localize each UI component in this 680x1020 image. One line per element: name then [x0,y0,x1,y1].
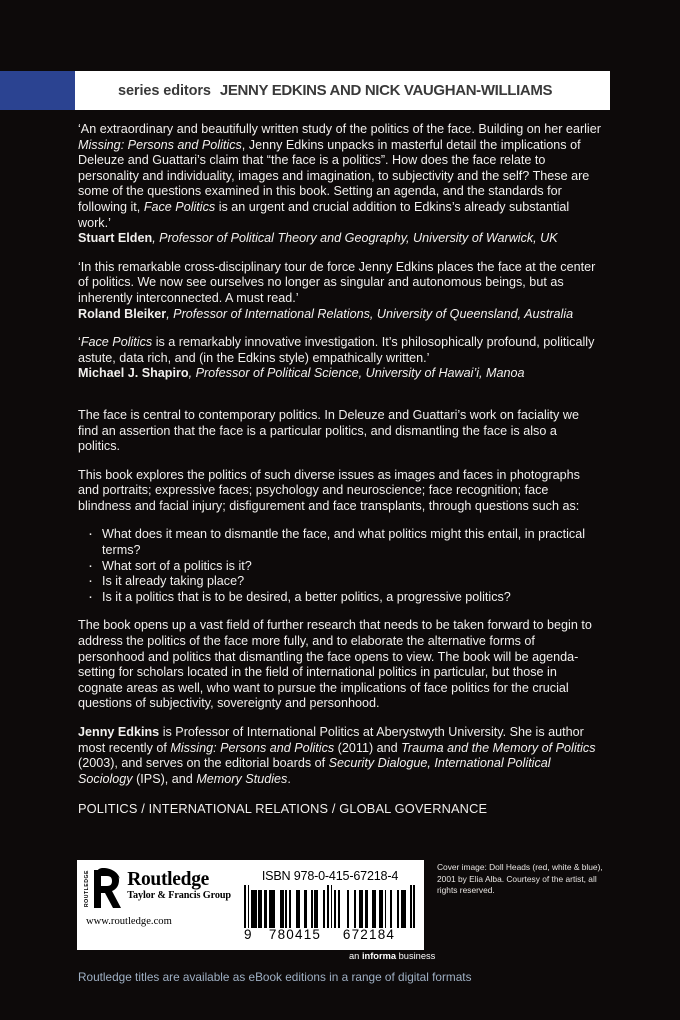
description-paragraph-3: The book opens up a vast field of further research that needs to be taken forward to begin to address the politics of the face more fully, and to elaborate the alternative forms of personhood and politics that dismantling the face opens to view. The book will be agenda-setting for scholars located in the field of international politics in particular, but those in cognate areas as well, who want to pursue the implications of face politics for the crucial questions of subjectivity, sovereignty and personhood. [78,618,592,711]
endorsement-3-attribution [78,366,601,382]
endorsement-2-reviewer: Roland Bleiker [78,306,167,321]
endorsement-3-quote [78,335,601,366]
endorsement-1-affiliation: , Professor of Political Theory and Geography, University of Warwick, UK [152,231,558,246]
author-bio-text-5: . [287,771,291,786]
barcode-bars [244,885,416,928]
author-bio-text-1: is Professor of International Politics at Aberystwyth University. She is author most recently of [78,725,584,755]
author-bio-title-1: Missing: Persons and Politics [170,740,335,755]
informa-suffix: business [396,951,436,961]
routledge-r-icon [91,868,121,910]
endorsement-3-quote-lead: ‘ [78,335,81,350]
endorsement-3-affiliation: , Professor of Political Science, University of Hawai’i, Manoa [188,366,525,381]
author-bio-text-4: (IPS), and [132,771,197,786]
subject-categories: POLITICS / INTERNATIONAL RELATIONS / GLOBAL GOVERNANCE [78,801,488,817]
isbn-barcode [244,869,424,942]
endorsement-1-title-2: Face Politics [143,199,216,214]
author-name: Jenny Edkins [78,725,160,739]
series-editors-band [0,71,610,110]
author-bio-title-3: Security Dialogue, International Political Sociology [78,756,551,786]
isbn-label: ISBN 978-0-415-67218-4 [261,868,399,883]
publisher-barcode-box [77,860,424,950]
ebook-availability-note: Routledge titles are available as eBook editions in a range of digital formats [78,970,472,984]
endorsement-1-title-1: Missing: Persons and Politics [78,137,242,152]
routledge-tagline: Taylor & Francis Group [127,890,231,901]
endorsement-3-quote-part2: is a remarkably innovative investigation. It’s philosophically profound, politically astute, data rich, and (in the Edkins style) empathically written.’ [78,335,595,365]
author-bio-text-2: (2011) and [334,740,402,755]
barcode-right-group: 672184 [342,926,396,942]
barcode-lead-digit: 9 [244,926,252,942]
endorsement-3-reviewer: Michael J. Shapiro [78,366,189,381]
routledge-name: Routledge [127,869,209,890]
series-band-accent-block [0,71,75,110]
endorsement-1-attribution [78,231,601,247]
list-item: · Is it already taking place? [78,574,601,590]
endorsement-1-reviewer: Stuart Elden [78,231,153,246]
informa-business-line [349,951,435,961]
routledge-wordmark [127,869,231,902]
list-item: · What sort of a politics is it? [78,559,601,575]
cover-image-credit: Cover image: Doll Heads (red, white & blue), 2001 by Elia Alba. Courtesy of the artist, all rights reserved. [437,862,603,896]
endorsement-1-quote [78,122,601,231]
endorsement-1-quote-part2: , Jenny Edkins unpacks in masterful detail the implications of Deleuze and Guattari’s claim that “the face is a politics”. How does the face relate to personality and individuality, images and imagination, to subjectivity and the self? These are some of the questions examined in this book. Setting an agenda, and the standards for following it, [78,137,590,214]
endorsement-1-quote-part1: ‘An extraordinary and beautifully written study of the politics of the face. Building on her earlier [78,122,601,136]
routledge-vertical-label: ROUTLEDGE [84,870,90,908]
routledge-logo-mark [85,869,121,909]
author-bio-title-4: Memory Studies [196,771,288,786]
back-cover-text-column [78,122,601,817]
series-editors-label: series editors [118,82,211,99]
description-paragraph-1: The face is central to contemporary politics. In Deleuze and Guattari’s work on faciality we find an assertion that the face is a particular politics, and dismantling the face is also a politics. [78,407,579,454]
routledge-website[interactable]: www.routledge.com [86,916,172,927]
author-bio-title-2: Trauma and the Memory of Politics [401,740,596,755]
informa-prefix: an [349,951,362,961]
list-item: · Is it a politics that is to be desired, a better politics, a progressive politics? [78,590,601,606]
questions-list [78,527,601,605]
endorsement-2-attribution [78,307,601,323]
series-band-content [75,71,610,110]
description-paragraph-2: This book explores the politics of such diverse issues as images and faces in photographs and portraits; expressive faces; psychology and neuroscience; face recognition; face blindness and facial injury; disfigurement and face transplants, through questions such as: [78,467,580,513]
routledge-logo-block [77,860,244,950]
endorsement-2-quote: ‘In this remarkable cross-disciplinary tour de force Jenny Edkins places the face at the center of politics. We now see ourselves no longer as singular and autonomous beings, but as inherently interconnected. A must read.’ [78,259,596,305]
endorsement-1 [78,122,601,247]
endorsement-3 [78,335,601,382]
series-editors-names: JENNY EDKINS AND NICK VAUGHAN-WILLIAMS [219,82,553,99]
barcode-digits [244,927,416,942]
endorsement-1-quote-part3: is an urgent and crucial addition to Edkins’s already substantial work.’ [78,199,570,230]
endorsement-2 [78,260,601,322]
informa-brand: informa [361,951,397,961]
list-item: · What does it mean to dismantle the face, and what politics might this entail, in practical terms? [78,527,601,558]
endorsement-2-affiliation: , Professor of International Relations, University of Queensland, Australia [166,306,574,321]
author-bio-text-3: (2003), and serves on the editorial boards of [78,756,329,771]
barcode-left-group: 780415 [268,926,322,942]
endorsement-3-title-1: Face Politics [80,335,153,350]
author-bio [78,725,601,787]
